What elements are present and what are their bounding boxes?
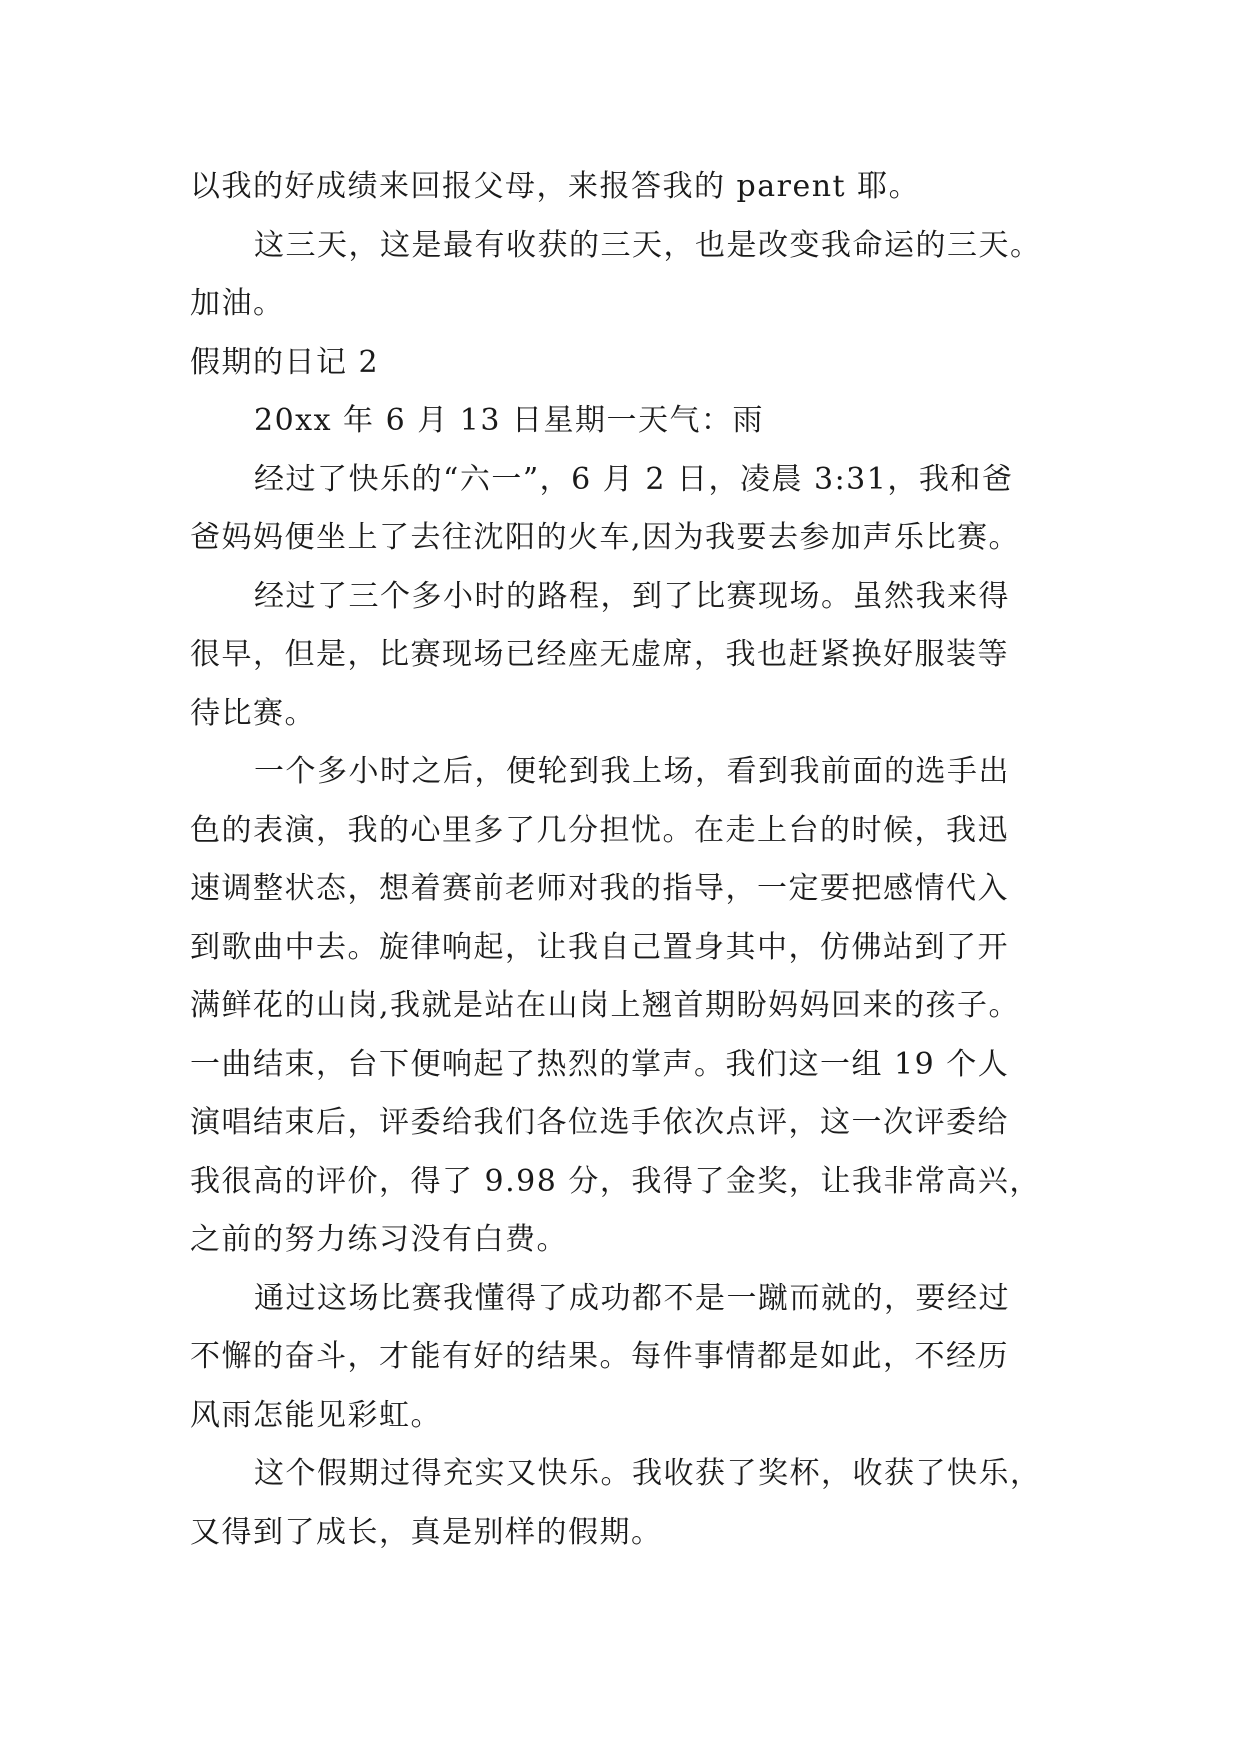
text-line: 色的表演，我的心里多了几分担忧。在走上台的时候，我迅 [190,812,1009,848]
text-line: 风雨怎能见彩虹。 [190,1397,442,1433]
text-line: 待比赛。 [190,695,316,731]
text-line: 之前的努力练习没有白费。 [190,1222,568,1257]
text-line: 不懈的奋斗，才能有好的结果。每件事情都是如此，不经历 [190,1339,1009,1374]
section-title: 假期的日记 2 [190,344,380,380]
diary-date-line: 20xx 年 6 月 13 日星期一天气：雨 [254,403,764,438]
text-line: 爸妈妈便坐上了去往沈阳的火车,因为我要去参加声乐比赛。 [190,520,1021,555]
text-line: 很早，但是，比赛现场已经座无虚席，我也赶紧换好服装等 [190,637,1009,672]
text-line: 速调整状态，想着赛前老师对我的指导，一定要把感情代入 [190,871,1009,906]
text-line: 一个多小时之后，便轮到我上场，看到我前面的选手出 [254,754,1010,789]
text-line: 演唱结束后，评委给我们各位选手依次点评，这一次评委给 [190,1105,1009,1140]
text-line: 以我的好成绩来回报父母，来报答我的 parent 耶。 [190,169,921,204]
text-line: 加油。 [190,286,285,321]
text-line: 这三天，这是最有收获的三天，也是改变我命运的三天。 [254,227,1042,263]
text-line: 到歌曲中去。旋律响起，让我自己置身其中，仿佛站到了开 [190,929,1009,965]
text-line: 又得到了成长，真是别样的假期。 [190,1514,663,1550]
text-line: 经过了快乐的“六一”，6 月 2 日，凌晨 3:31，我和爸 [254,461,1014,497]
text-line: 这个假期过得充实又快乐。我收获了奖杯，收获了快乐， [254,1456,1042,1491]
text-line: 通过这场比赛我懂得了成功都不是一蹴而就的，要经过 [254,1280,1010,1316]
text-line: 满鲜花的山岗,我就是站在山岗上翘首期盼妈妈回来的孩子。 [190,988,1021,1023]
text-line: 一曲结束，台下便响起了热烈的掌声。我们这一组 19 个人 [190,1046,1010,1082]
diary-text-body [190,158,1070,1562]
text-line: 经过了三个多小时的路程，到了比赛现场。虽然我来得 [254,578,1010,614]
text-line: 我很高的评价，得了 9.98 分，我得了金奖，让我非常高兴， [190,1163,1041,1199]
